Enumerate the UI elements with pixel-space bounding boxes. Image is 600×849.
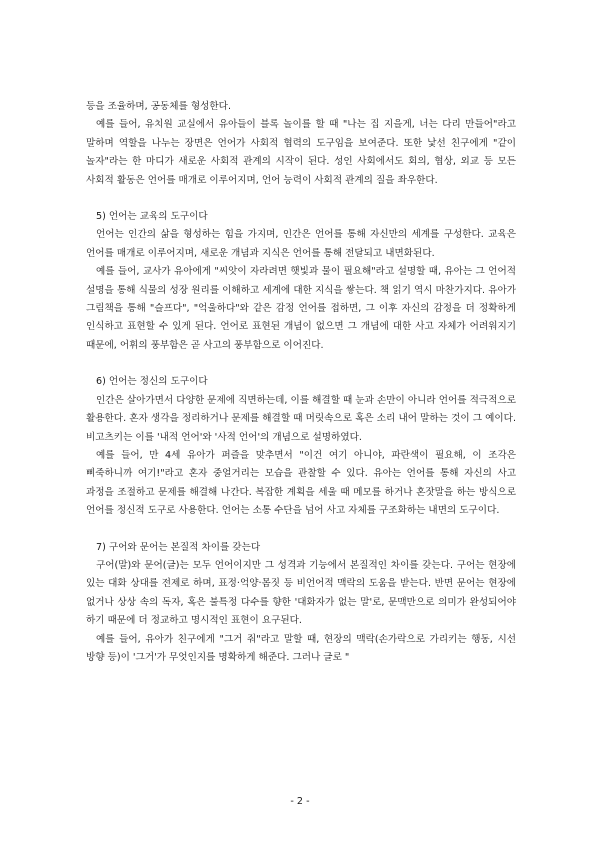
paragraph-education-intro: 언어는 인간의 삶을 형성하는 힘을 가지며, 인간은 언어를 통해 자신만의 세계를 구성한다. 교육은 언어를 매개로 이루어지며, 새로운 개념과 지식은 언어를 통해 전달되고 내면화된다. <box>86 229 516 259</box>
section-heading-7: 7) 구어와 문어는 본질적 차이를 갖는다 <box>96 541 261 553</box>
page-number: - 2 - <box>290 796 310 807</box>
paragraph-mind-example: 예를 들어, 만 4세 유아가 퍼즐을 맞추면서 "이건 여기 아니야, 파란색이 필요해, 이 조각은 삐죽하니까 여기!"라고 혼자 중얼거리는 모습을 관찰할 수 있다. 유아는 언어를 통해 자신의 사고 과정을 조절하고 문제를 해결해 나간다. 복잡한 계획을 세울 때 메모를 하거나 혼잣말을 하는 방식으로 언어를 정신적 도구로 사용한다. 언어는 소통 수단을 넘어 사고 자체를 구조화하는 내면의 도구이다. <box>86 449 516 517</box>
section-heading-6: 6) 언어는 정신의 도구이다 <box>96 376 208 388</box>
paragraph-education-example: 예를 들어, 교사가 유아에게 "씨앗이 자라려면 햇빛과 물이 필요해"라고 설명할 때, 유아는 그 언어적 설명을 통해 식물의 성장 원리를 이해하고 세계에 대한 지식을 쌓는다. 책 읽기 역시 마찬가지다. 유아가 그림책을 통해 "슬프다", "억울하다"와 같은 감정 언어를 접하면, 그 이후 자신의 감정을 더 정확하게 인식하고 표현할 수 있게 된다. 언어로 표현된 개념이 없으면 그 개념에 대한 사고 자체가 어려워지기 때문에, 어휘의 풍부함은 곧 사고의 풍부함으로 이어진다. <box>86 266 516 351</box>
paragraph-social-example: 예를 들어, 유치원 교실에서 유아들이 블록 놀이를 할 때 "나는 집 지을게, 너는 다리 만들어"라고 말하며 역할을 나누는 장면은 언어가 사회적 협력의 도구임을 보여준다. 또한 낯선 친구에게 "같이 놀자"라는 한 마디가 새로운 사회적 관계의 시작이 된다. 성인 사회에서도 회의, 협상, 외교 등 모든 사회적 활동은 언어를 매개로 이루어지며, 언어 능력이 사회적 관계의 질을 좌우한다. <box>86 119 516 186</box>
section-heading-5: 5) 언어는 교육의 도구이다 <box>96 211 208 223</box>
paragraph-continuation: 등을 조율하며, 공동체를 형성한다. <box>86 101 231 112</box>
body-text <box>86 98 516 667</box>
paragraph-spoken-written-example: 예를 들어, 유아가 친구에게 "그거 줘"라고 말할 때, 현장의 맥락(손가락으로 가리키는 행동, 시선 방향 등)이 '그거'가 무엇인지를 명확하게 해준다. 그러나 글로 " <box>86 633 516 663</box>
paragraph-mind-intro: 인간은 살아가면서 다양한 문제에 직면하는데, 이를 해결할 때 눈과 손만이 아니라 언어를 적극적으로 활용한다. 혼자 생각을 정리하거나 문제를 해결할 때 머릿속으로 혹은 소리 내어 말하는 것이 그 예이다. 비고츠키는 이를 '내적 언어'와 '사적 언어'의 개념으로 설명하였다. <box>86 394 516 443</box>
paragraph-spoken-written-intro: 구어(말)와 문어(글)는 모두 언어이지만 그 성격과 기능에서 본질적인 차이를 갖는다. 구어는 현장에 있는 대화 상대를 전제로 하며, 표정·억양·몸짓 등 비언어적 맥락의 도움을 받는다. 반면 문어는 현장에 없거나 상상 속의 독자, 혹은 불특정 다수를 향한 '대화자가 없는 말'로, 문맥만으로 의미가 완성되어야 하기 때문에 더 정교하고 명시적인 표현이 요구된다. <box>86 559 516 627</box>
